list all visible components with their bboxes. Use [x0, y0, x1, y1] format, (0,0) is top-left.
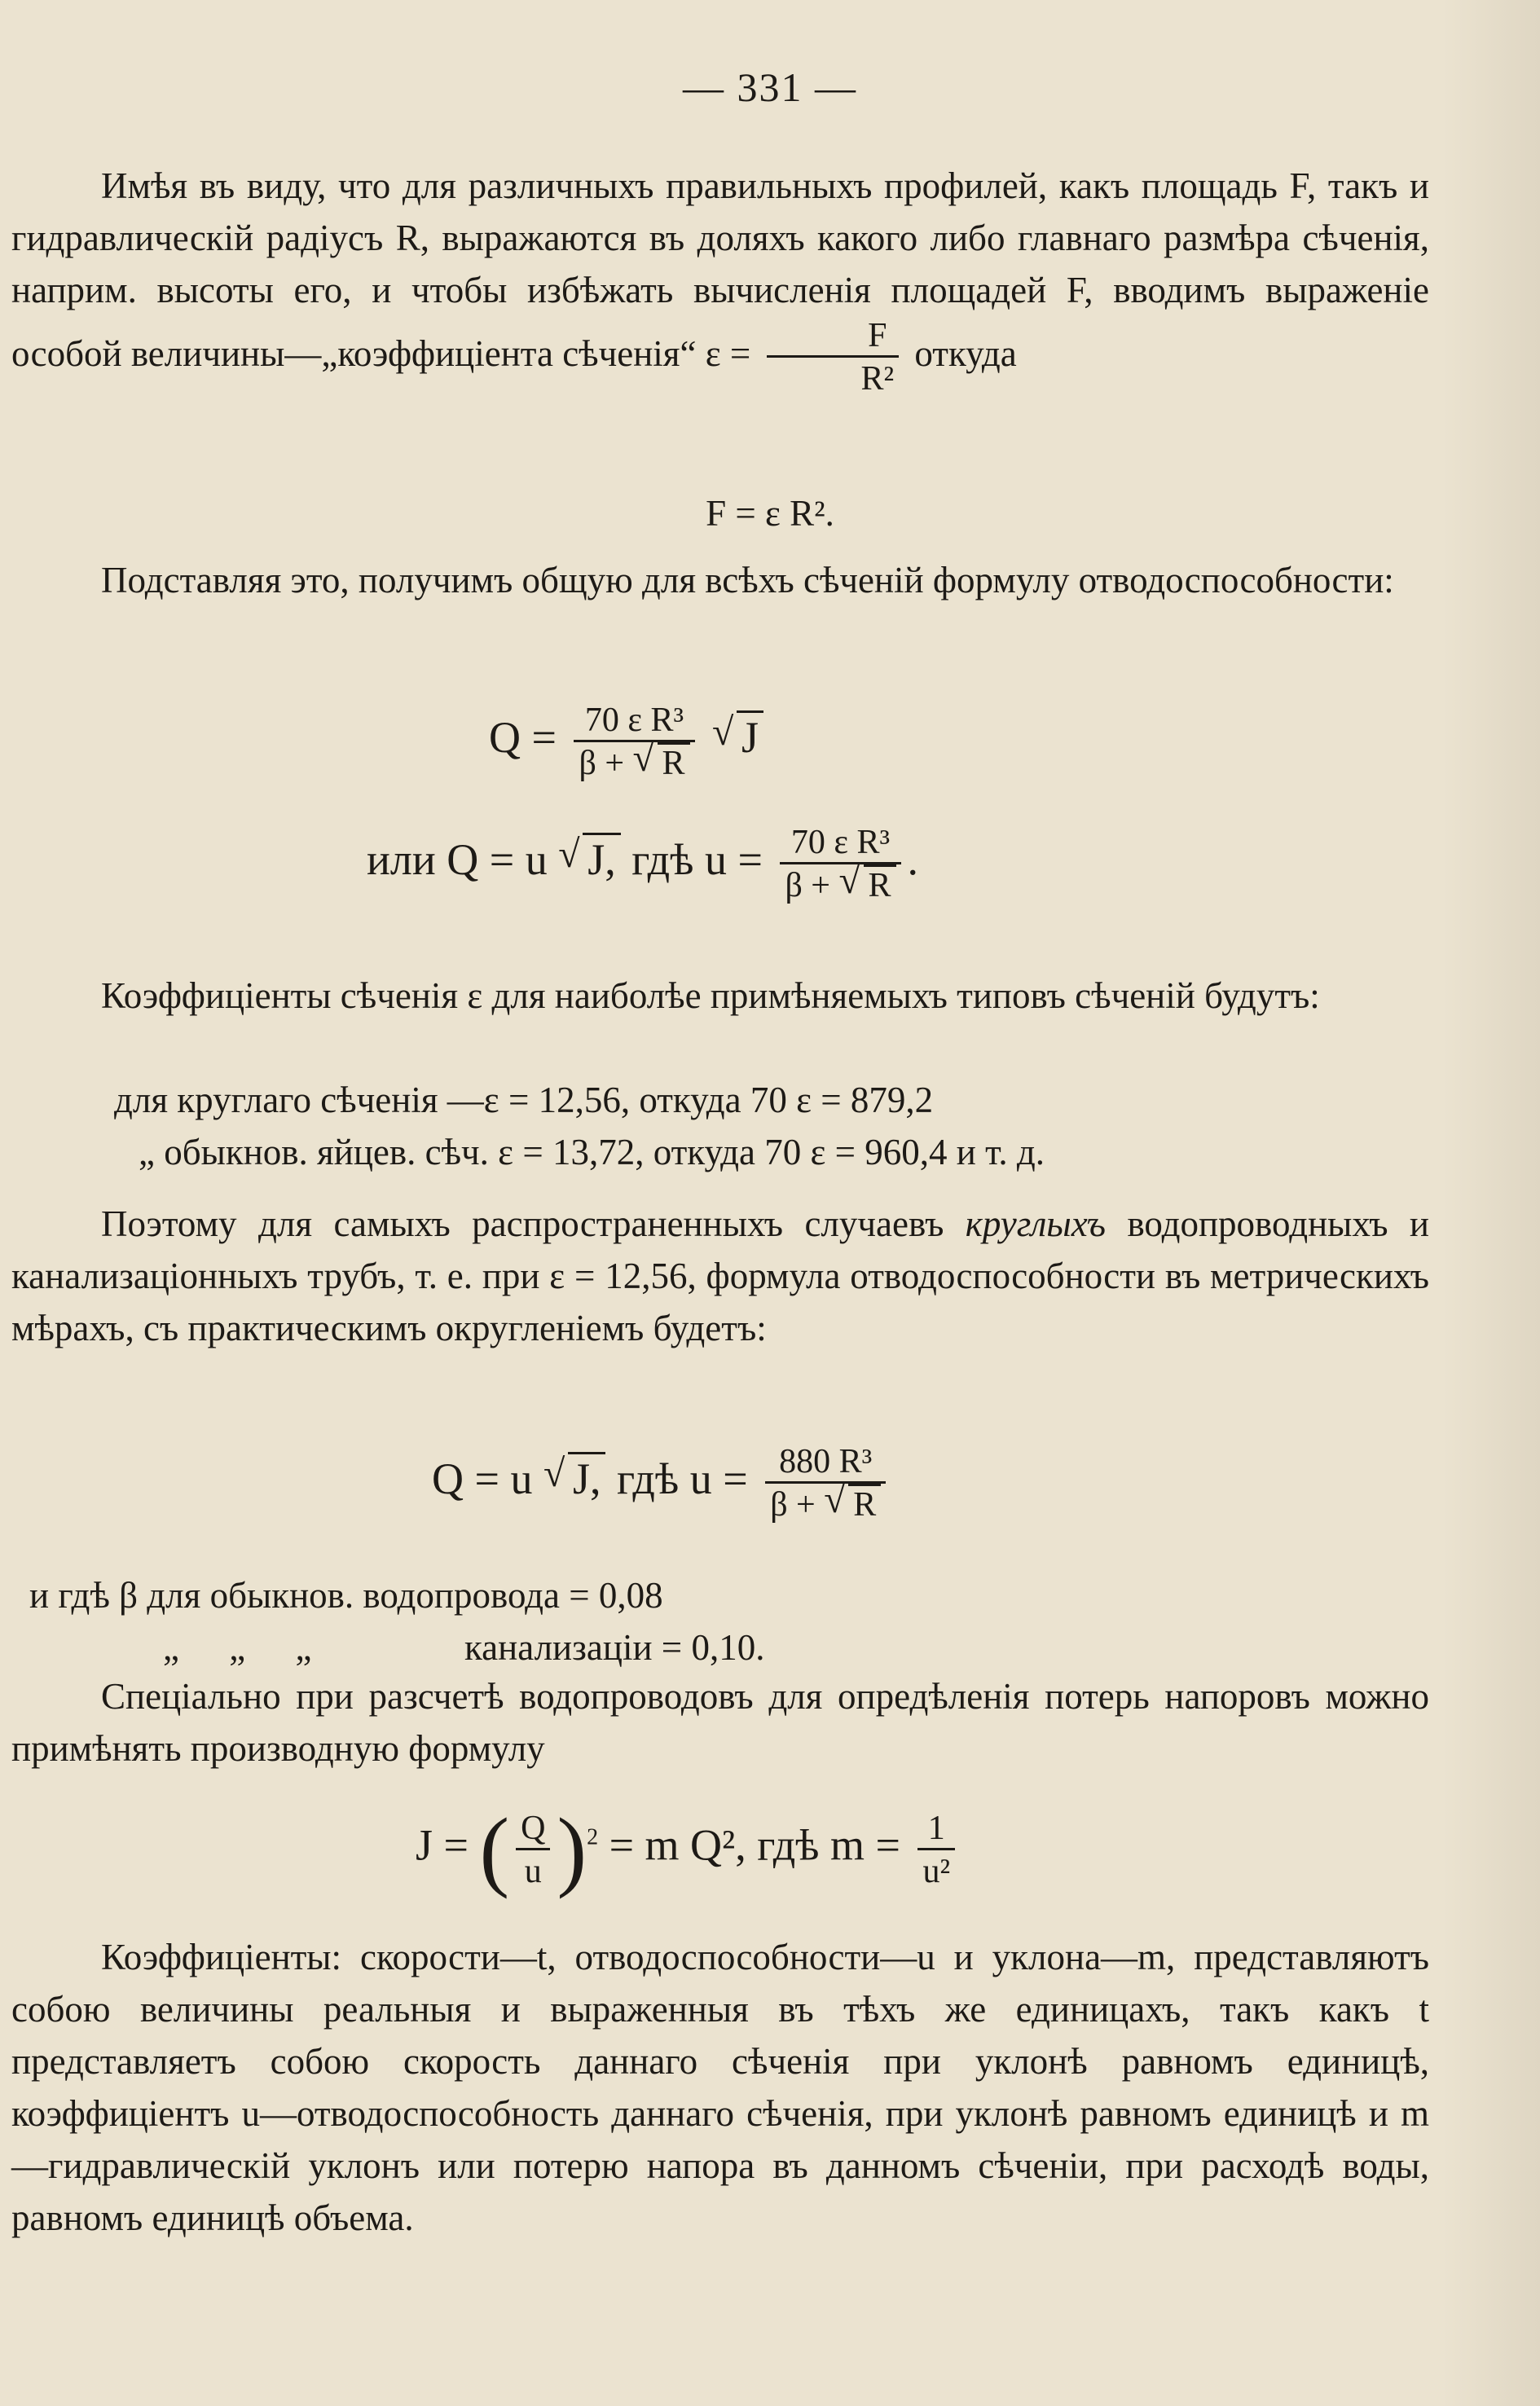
beta-line-2: канализаціи = 0,10.: [464, 1627, 765, 1668]
equation-q-num: 70 ε R³: [584, 702, 684, 739]
equation-u-num: 70 ε R³: [790, 824, 891, 861]
equation-u-prefix: или Q = u: [367, 834, 548, 884]
equation-q-lhs: Q =: [489, 712, 557, 762]
equation-u-end: .: [907, 834, 919, 884]
equation-q-den-beta: β +: [579, 745, 633, 782]
paragraph-5: Спеціально при разсчетѣ водопроводовъ для опредѣленія потерь напоровъ можно примѣнять производную формулу: [11, 1676, 1429, 1769]
equation-880-den-beta: β +: [770, 1486, 825, 1524]
sqrt-r-3: [824, 1485, 881, 1524]
radicand-j-2: J,: [583, 833, 621, 884]
epsilon-fraction: [767, 316, 900, 398]
equation-880-prefix: Q = u: [432, 1454, 533, 1503]
equation-880-fraction: [765, 1442, 886, 1524]
page-number: — 331 —: [683, 64, 857, 110]
equation-q-den: [574, 740, 694, 783]
equation-j-mid: = m Q², гдѣ m =: [609, 1820, 900, 1870]
sqrt-r-2: [839, 866, 896, 905]
paragraph-1-text: Имѣя въ виду, что для различныхъ правильныхъ профилей, какъ площадь F, такъ и гидравлическій радіусъ R, выражаются въ доляхъ какого либо главнаго размѣра сѣченія, наприм. высоты его, и чтобы избѣжать вычисленія площадей F, вводимъ выраженіе особой величины—„коэффиціента сѣченія“ ε =: [11, 165, 1429, 374]
paragraph-2: Подставляя это, получимъ общую для всѣхъ сѣченій формулу отводоспособности:: [101, 560, 1394, 600]
equation-j-power: 2: [587, 1824, 599, 1850]
equation-j: [416, 1800, 961, 1899]
equation-u: [367, 823, 918, 905]
equation-j-den: u: [516, 1848, 550, 1891]
equation-j-lhs: J =: [416, 1820, 469, 1870]
paragraph-3: Коэффиціенты сѣченія ε для наиболѣе примѣняемыхъ типовъ сѣченій будутъ:: [101, 975, 1320, 1016]
sqrt-j-3: [543, 1454, 606, 1503]
equation-u-880: [432, 1442, 892, 1524]
sqrt-r: [633, 744, 690, 783]
equation-880-mid: гдѣ u =: [616, 1454, 748, 1503]
paragraph-1: [11, 160, 1429, 398]
equation-u-fraction: [780, 823, 900, 905]
paragraph-4-end: водопроводныхъ и канализаціонныхъ трубъ, т. е. при ε = 12,56, формула отводоспособности въ метрическихъ мѣрахъ, съ практическимъ округленіемъ будетъ:: [11, 1203, 1429, 1348]
radicand-j: J: [737, 710, 763, 762]
equation-880-den: [765, 1481, 886, 1524]
list-item-1: для круглаго сѣченія —ε = 12,56, откуда 70 ε = 879,2: [114, 1080, 934, 1120]
sqrt-j-2: [558, 835, 621, 884]
paragraph-1-tail: откуда: [914, 332, 1017, 374]
fraction-denominator: R²: [767, 355, 900, 398]
paragraph-4-italic: круглыхъ: [965, 1203, 1106, 1244]
equation-q: [489, 701, 763, 783]
equation-880-num: 880 R³: [779, 1443, 873, 1480]
bleed-through-shadow: [1442, 0, 1540, 2406]
equation-m-num: 1: [927, 1809, 945, 1847]
fraction-numerator: F: [868, 317, 887, 354]
radicand-r: R: [658, 742, 690, 782]
equation-q-fraction: [574, 701, 694, 783]
equation-j-fraction: [516, 1809, 550, 1891]
list-item-2: „ обыкнов. яйцев. сѣч. ε = 13,72, откуда 70 ε = 960,4 и т. д.: [139, 1132, 1045, 1172]
radicand-j-3: J,: [568, 1452, 606, 1503]
equation-m-fraction: [917, 1809, 955, 1891]
paragraph-4: [11, 1198, 1429, 1354]
paragraph-4-start: Поэтому для самыхъ распространенныхъ случаевъ: [101, 1203, 966, 1244]
equation-f: F = ε R².: [706, 493, 834, 534]
equation-m-den: u²: [917, 1848, 955, 1891]
equation-u-den-beta: β +: [785, 867, 839, 904]
radicand-r-3: R: [848, 1484, 881, 1524]
radicand-r-2: R: [864, 864, 896, 904]
right-paren: ): [557, 1800, 587, 1899]
equation-j-num: Q: [521, 1809, 546, 1847]
paragraph-6: Коэффиціенты: скорости—t, отводоспособности—u и уклона—m, представляютъ собою величины реальныя и выраженныя въ тѣхъ же единицахъ, такъ какъ t представляетъ собою скорость даннаго сѣченія при уклонѣ равномъ единицѣ, коэффиціентъ u—отводоспособность даннаго сѣченія, при уклонѣ равномъ единицѣ и m—гидравлическій уклонъ или потерю напора въ данномъ сѣченіи, при расходѣ воды, равномъ единицѣ объема.: [11, 1937, 1429, 2238]
beta-line-1: и гдѣ β для обыкнов. водопровода = 0,08: [29, 1575, 663, 1616]
beta-line-2-marks: „ „ „: [163, 1627, 312, 1668]
equation-u-den: [780, 862, 900, 905]
sqrt-j: [712, 713, 763, 762]
equation-u-mid: гдѣ u =: [631, 834, 763, 884]
left-paren: (: [479, 1800, 510, 1899]
